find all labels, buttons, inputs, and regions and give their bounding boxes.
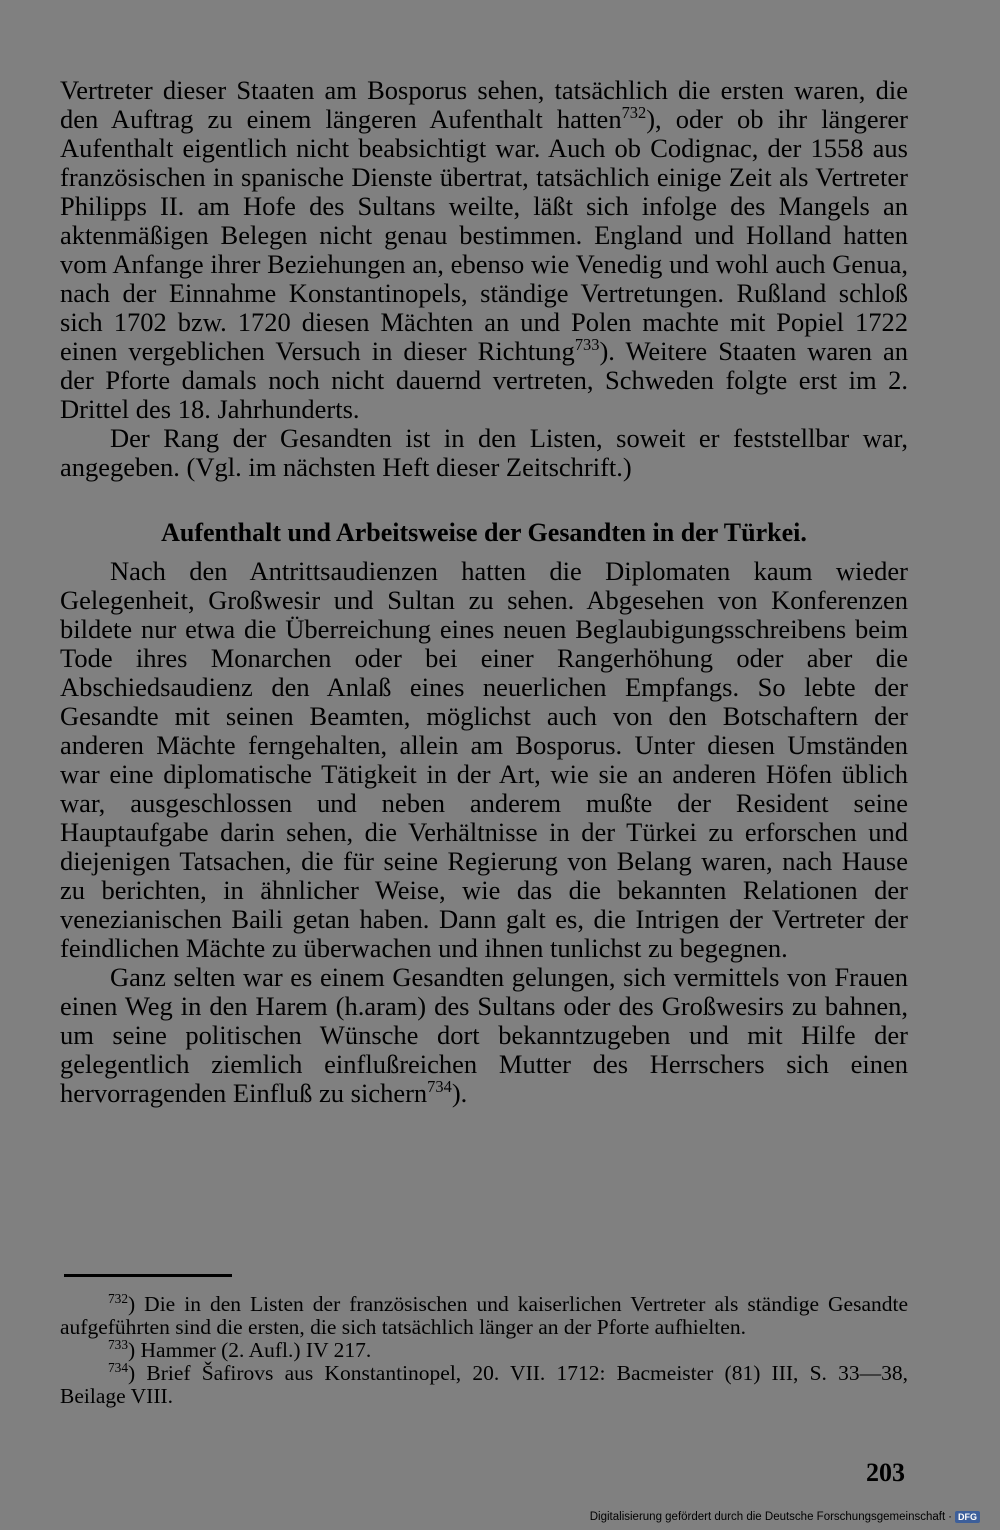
footnote-732: $^{732}$) Die in den Listen der französischen und kaiserlichen Vertreter als ständige Gesandte aufgeführten sind die ersten, die sich tatsächlich länger an der Pforte aufhielten. — [60, 1290, 908, 1339]
paragraph-3: Nach den Antrittsaudienzen hatten die Diplomaten kaum wieder Gelegenheit, Großwesir und Sultan zu sehen. Abgesehen von Konferenzen bildete nur etwa die Überreichung eines neuen Beglaubigungsschreibens beim Tode ihres Monarchen oder bei einer Rangerhöhung oder aber die Abschiedsaudienz den Anlaß eines neuerlichen Empfangs. So lebte der Gesandte mit seinen Beamten, möglichst auch von den Botschaftern der anderen Mächte ferngehalten, allein am Bosporus. Unter diesen Umständen war eine diplomatische Tätigkeit in der Art, wie sie an anderen Höfen üblich war, ausgeschlossen und neben anderem mußte der Resident seine Hauptaufgabe darin sehen, die Verhältnisse in der Türkei zu erforschen und diejenigen Tatsachen, die für seine Regierung von Belang waren, nach Hause zu berichten, in ähnlicher Weise, wie das die bekannten Relationen der venezianischen Baili getan haben. Dann galt es, die Intrigen der Vertreter der feindlichen Mächte zu überwachen und ihnen tunlichst zu begegnen. — [60, 556, 908, 963]
section-heading: Aufenthalt und Arbeitsweise der Gesandten in der Türkei. — [161, 518, 807, 547]
page-number: 203 — [866, 1458, 905, 1487]
credit-text: Digitalisierung gefördert durch die Deutsche Forschungsgemeinschaft — [589, 1511, 946, 1523]
paragraph-4: Ganz selten war es einem Gesandten gelungen, sich vermittels von Frauen einen Weg in den Harem (h.aram) des Sultans oder des Großwesirs zu bahnen, um seine politischen Wünsche dort bekanntzugeben und mit Hilfe der gelegentlich ziemlich einflußreichen Mutter des Herrschers sich einen hervorragenden Einfluß zu sichern$^{734}$). — [60, 962, 908, 1108]
digitization-credit — [590, 1511, 980, 1523]
footnote-separator — [64, 1274, 232, 1277]
footnote-734: $^{734}$) Brief Šafirovs aus Konstantinopel, 20. VII. 1712: Bacmeister (81) III, S. 33—38, Beilage VIII. — [60, 1359, 908, 1408]
body-text — [60, 76, 908, 1108]
dfg-logo: DFG — [955, 1511, 980, 1523]
footnote-733: $^{733}$) Hammer (2. Aufl.) IV 217. — [108, 1336, 372, 1362]
paragraph-1: Vertreter dieser Staaten am Bosporus sehen, tatsächlich die ersten waren, die den Auftrag zu einem längeren Aufenthalt hatten$^{732}$), oder ob ihr längerer Aufenthalt eigentlich nicht beabsichtigt war. Auch ob Codignac, der 1558 aus französischen in spanische Dienste übertrat, tatsächlich einige Zeit als Vertreter Philipps II. am Hofe des Sultans weilte, läßt sich infolge des Mangels an aktenmäßigen Belegen nicht genau bestimmen. England und Holland hatten vom Anfange ihrer Beziehungen an, ebenso wie Venedig und wohl auch Genua, nach der Einnahme Konstantinopels, ständige Vertretungen. Rußland schloß sich 1702 bzw. 1720 diesen Mächten an und Polen machte mit Popiel 1722 einen vergeblichen Versuch in dieser Richtung$^{733}$). Weitere Staaten waren an der Pforte damals noch nicht dauernd vertreten, Schweden folgte erst im 2. Drittel des 18. Jahrhunderts. — [60, 75, 908, 424]
paragraph-2: Der Rang der Gesandten ist in den Listen, soweit er feststellbar war, angegeben. (Vgl. im nächsten Heft dieser Zeitschrift.) — [60, 423, 908, 482]
credit-separator: · — [948, 1511, 952, 1523]
footnote-ref-733: 733 — [574, 335, 600, 355]
footnotes — [60, 1290, 908, 1408]
footnote-ref-734: 734 — [427, 1077, 452, 1097]
footnote-ref-732: 732 — [621, 103, 647, 123]
